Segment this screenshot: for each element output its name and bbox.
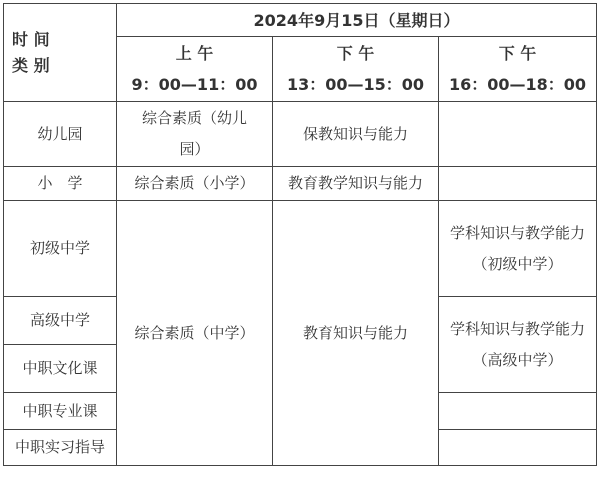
primary-session-2: 教育教学知识与能力 xyxy=(273,167,439,201)
corner-time-label: 时 间 xyxy=(12,29,50,49)
vocational-practice-session-3 xyxy=(439,430,597,466)
session-header-1 xyxy=(117,37,273,102)
session-time: 9：00—11：00 xyxy=(131,75,258,94)
category-vocational-culture: 中职文化课 xyxy=(4,345,117,393)
primary-session-3 xyxy=(439,167,597,201)
junior-session-3 xyxy=(439,201,597,297)
corner-category-label: 类 别 xyxy=(12,55,50,75)
category-kindergarten: 幼儿园 xyxy=(4,102,117,167)
session-time: 16：00—18：00 xyxy=(448,75,587,94)
category-vocational-practice: 中职实习指导 xyxy=(4,430,117,466)
category-primary: 小 学 xyxy=(4,167,117,201)
secondary-session-2: 教育知识与能力 xyxy=(273,201,439,466)
corner-header xyxy=(4,4,117,102)
session-header-3 xyxy=(439,37,597,102)
session-period: 下 午 xyxy=(498,44,537,63)
primary-session-1: 综合素质（小学） xyxy=(117,167,273,201)
kindergarten-session-3 xyxy=(439,102,597,167)
category-vocational-major: 中职专业课 xyxy=(4,393,117,430)
subject-knowledge-line: 学科知识与教学能力 xyxy=(449,319,585,338)
level-line: （初级中学） xyxy=(472,254,563,273)
date-header: 2024年9月15日（星期日） xyxy=(117,4,597,37)
subject-knowledge-line: 学科知识与教学能力 xyxy=(449,223,585,242)
kindergarten-session-2: 保教知识与能力 xyxy=(273,102,439,167)
category-junior-middle: 初级中学 xyxy=(4,201,117,297)
session-header-2 xyxy=(273,37,439,102)
session-period: 上 午 xyxy=(175,44,214,63)
exam-schedule-table xyxy=(3,3,597,466)
senior-session-3 xyxy=(439,297,597,393)
secondary-session-1: 综合素质（中学） xyxy=(117,201,273,466)
session-period: 下 午 xyxy=(336,44,375,63)
level-line: （高级中学） xyxy=(472,350,563,369)
category-senior-high: 高级中学 xyxy=(4,297,117,345)
kindergarten-session-1: 综合素质（幼儿园） xyxy=(117,102,273,167)
vocational-major-session-3 xyxy=(439,393,597,430)
session-time: 13：00—15：00 xyxy=(286,75,425,94)
